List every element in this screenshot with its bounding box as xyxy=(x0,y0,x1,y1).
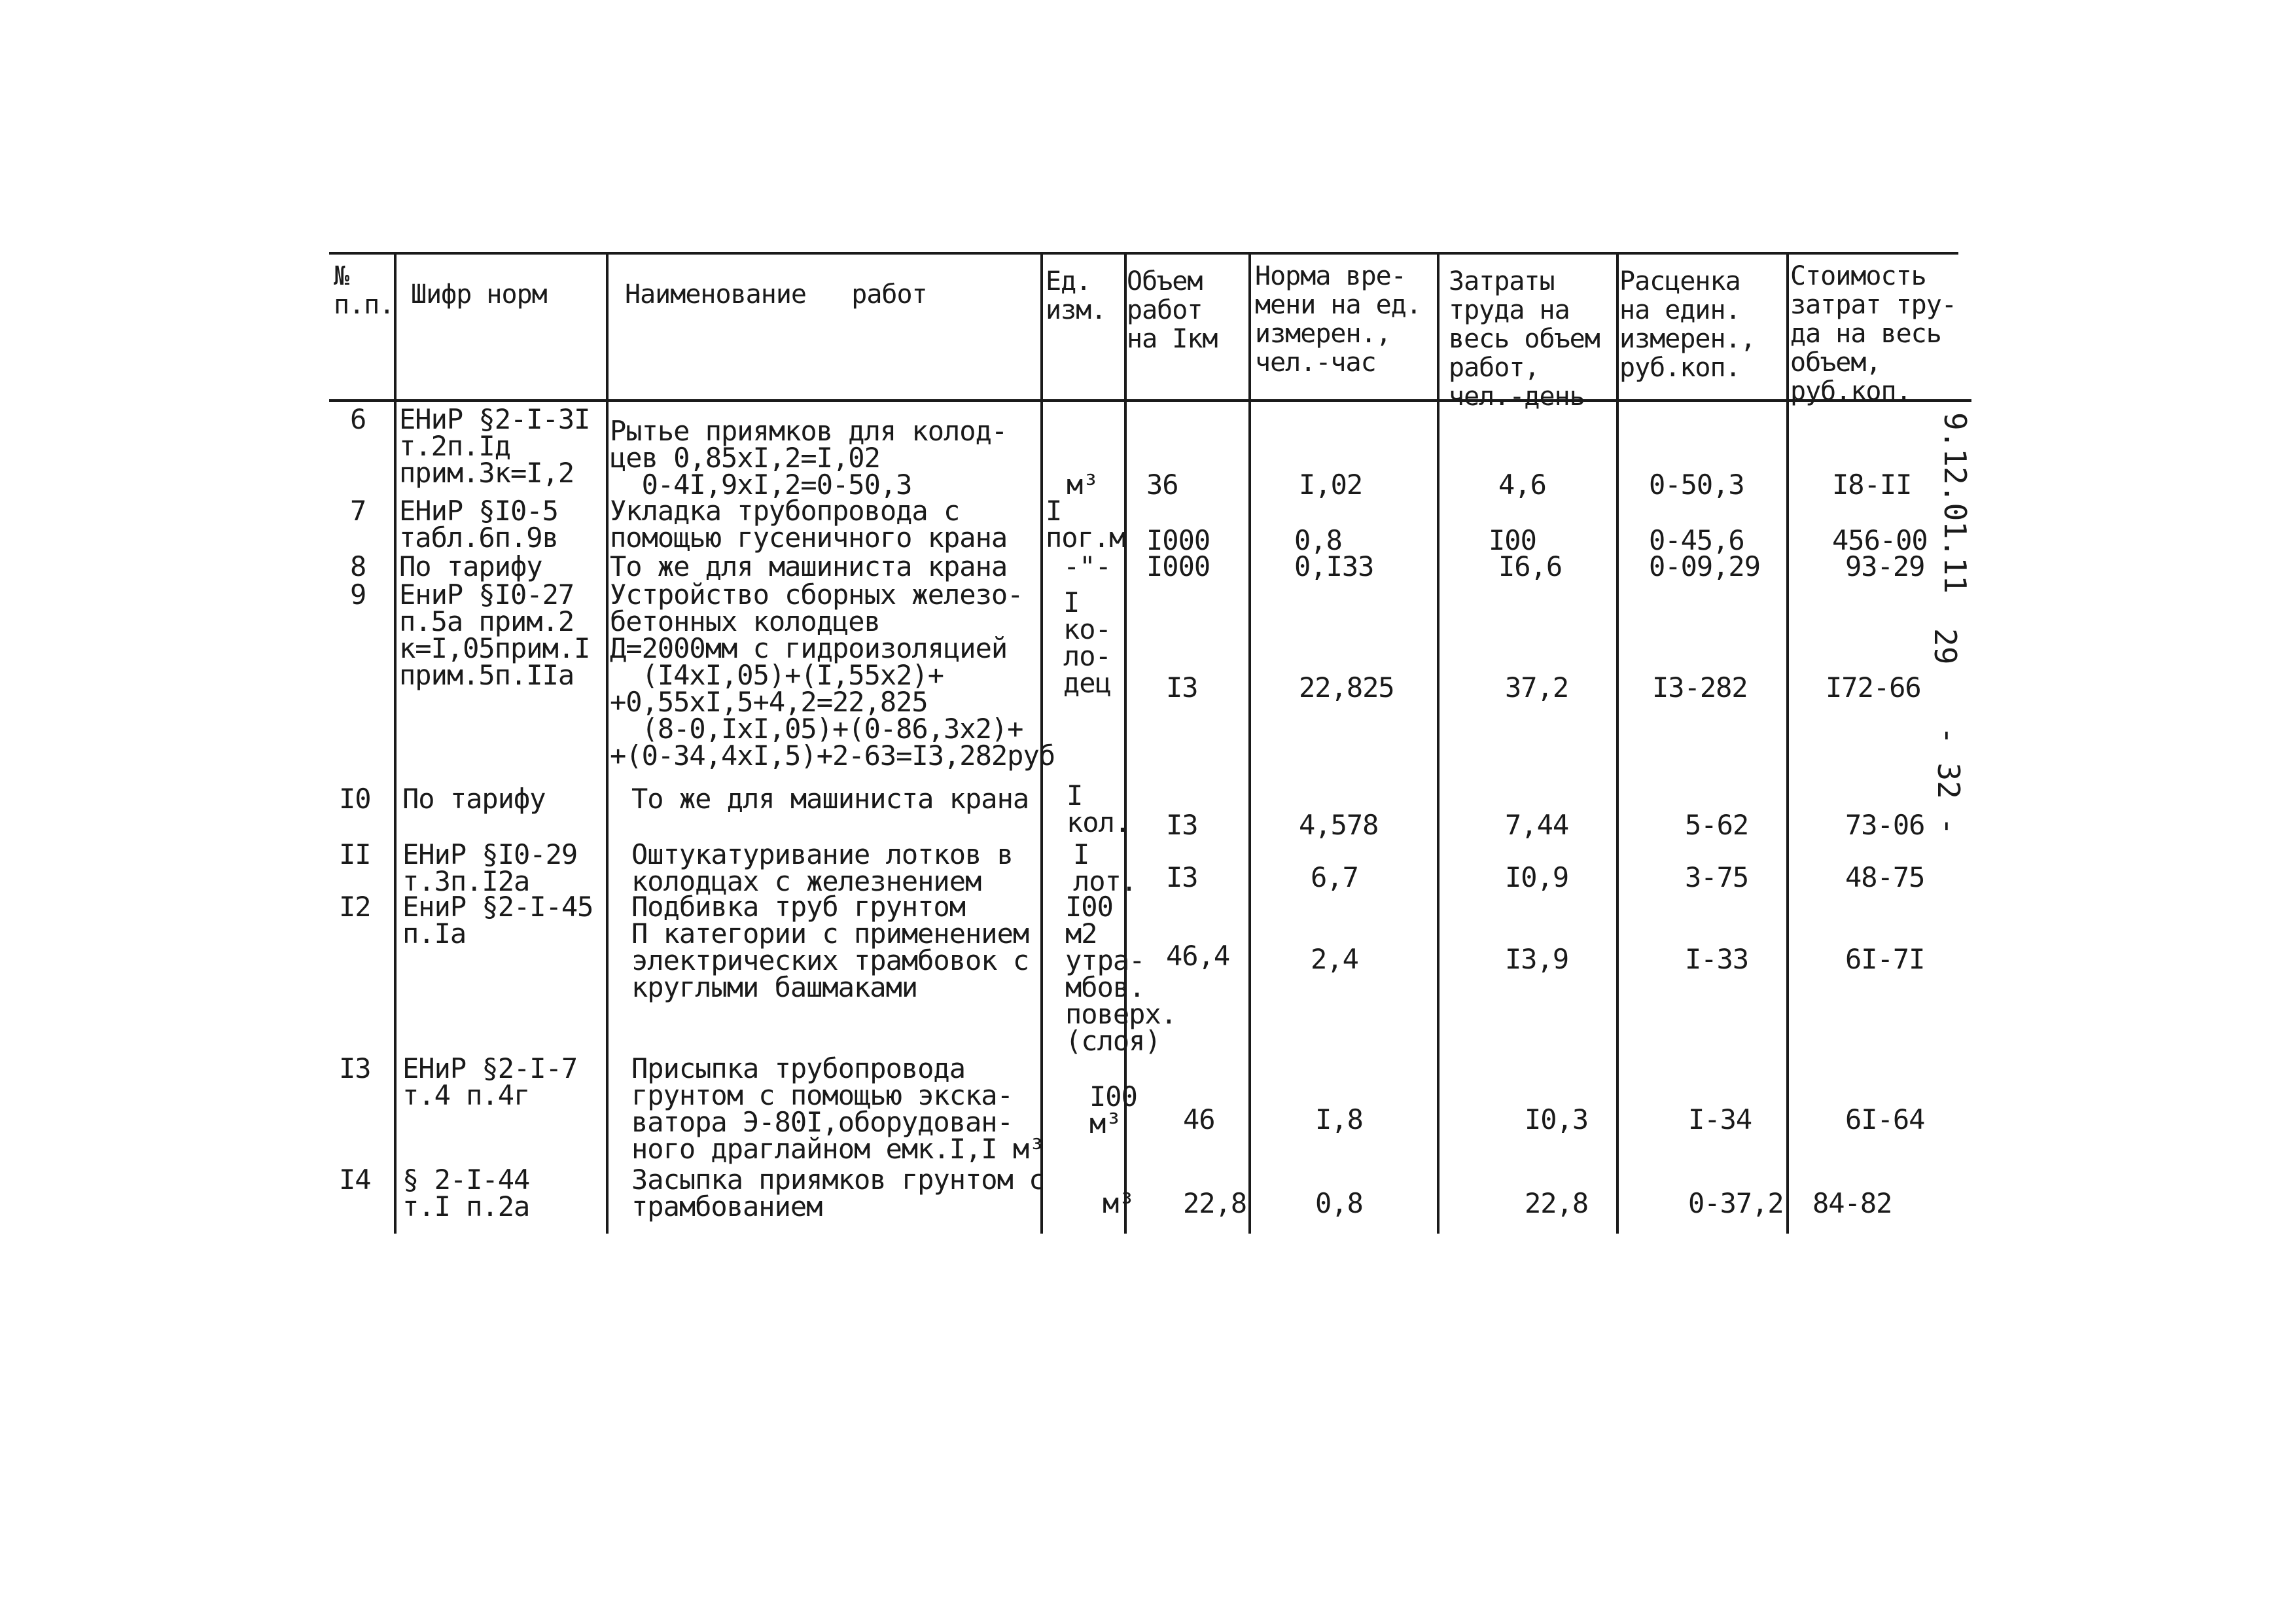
row-9-unit: I ко- ло- дец xyxy=(1063,586,1111,699)
row-7-cost: 456-00 xyxy=(1832,524,1928,556)
row-9-code: ЕниР §I0-27 п.5а прим.2 к=I,05прим.I прим.5п.IIа xyxy=(399,579,590,691)
header-bottom-rule xyxy=(329,399,1971,402)
row-10-name: То же для машиниста крана xyxy=(631,783,1029,815)
row-6-cost: I8-II xyxy=(1832,469,1912,501)
header-rate: Расценка на един. измерен., руб.коп. xyxy=(1619,266,1756,383)
row-13-name: Присыпка трубопровода грунтом с помощью экска- ватора Э-80I,оборудован- ного драглайном емк.I,I м³ xyxy=(631,1052,1045,1165)
row-8-unit: -"- xyxy=(1063,550,1111,582)
row-11-code: ЕНиР §I0-29 т.3п.I2а xyxy=(402,838,578,897)
header-norm: Норма вре- мени на ед. измерен., чел.-час xyxy=(1255,261,1421,378)
row-8-cost: 93-29 xyxy=(1845,550,1925,582)
row-11-norm: 6,7 xyxy=(1311,861,1358,893)
table-top-rule xyxy=(329,252,1958,255)
row-7-labor: I00 xyxy=(1489,524,1536,556)
row-9-volume: I3 xyxy=(1166,671,1198,704)
row-8-num: 8 xyxy=(350,550,366,582)
header-volume: Объем работ на Iкм xyxy=(1127,266,1218,354)
row-11-unit: I лот. xyxy=(1073,838,1137,897)
row-8-volume: I000 xyxy=(1146,550,1210,582)
row-13-cost: 6I-64 xyxy=(1845,1103,1925,1135)
header-cost: Стоимость затрат тру- да на весь объем, руб.коп. xyxy=(1790,261,1956,406)
row-13-volume: 46 xyxy=(1183,1103,1215,1135)
row-11-labor: I0,9 xyxy=(1505,861,1569,893)
row-14-name: Засыпка приямков грунтом с трамбованием xyxy=(631,1164,1045,1222)
row-6-volume: 36 xyxy=(1146,469,1178,501)
row-13-labor: I0,3 xyxy=(1525,1103,1589,1135)
row-7-unit: I пог.м xyxy=(1046,495,1125,554)
row-6-unit: м³ xyxy=(1067,469,1099,501)
header-labor: Затраты труда на весь объем работ, чел.-день xyxy=(1449,266,1600,412)
row-13-code: ЕНиР §2-I-7 т.4 п.4г xyxy=(402,1052,578,1111)
row-6-norm: I,02 xyxy=(1299,469,1363,501)
row-6-name: Рытье приямков для колод- цев 0,85хI,2=I,02 0-4I,9хI,2=0-50,3 xyxy=(610,415,1008,501)
row-6-code: ЕНиР §2-I-3I т.2п.Iд прим.3к=I,2 xyxy=(399,403,590,489)
row-11-cost: 48-75 xyxy=(1845,861,1925,893)
header-code: Шифр норм xyxy=(411,279,547,310)
row-12-code: ЕниР §2-I-45 п.Iа xyxy=(402,891,593,950)
row-6-labor: 4,6 xyxy=(1498,469,1546,501)
row-9-name: Устройство сборных железо- бетонных колодцев Д=2000мм с гидроизоляцией (I4хI,05)+(I,55х2)+ +0,55хI,5+4,2=22,825 (8-0,IхI,05)+(0-86,3х2)+ +(0-34,4хI,5)+2-63=I3,282руб xyxy=(610,579,1055,772)
row-13-norm: I,8 xyxy=(1315,1103,1363,1135)
header-name: Наименование работ xyxy=(625,279,927,310)
row-12-labor: I3,9 xyxy=(1505,943,1569,975)
row-8-code: По тарифу xyxy=(399,550,542,582)
header-num: № п.п. xyxy=(334,261,395,320)
row-12-volume: 46,4 xyxy=(1166,940,1230,972)
row-14-num: I4 xyxy=(339,1164,371,1196)
row-14-code: § 2-I-44 т.I п.2а xyxy=(402,1164,530,1222)
row-13-num: I3 xyxy=(339,1052,371,1084)
row-8-name: То же для машиниста крана xyxy=(610,550,1008,582)
row-8-norm: 0,I33 xyxy=(1294,550,1374,582)
row-11-volume: I3 xyxy=(1166,861,1198,893)
column-rule-1 xyxy=(394,253,397,1234)
row-14-rate: 0-37,2 xyxy=(1688,1187,1784,1219)
margin-page-number: - 32 - xyxy=(1931,726,1966,836)
row-11-num: II xyxy=(339,838,371,870)
row-10-code: По тарифу xyxy=(402,783,546,815)
row-12-unit: I00 м2 утра- мбов. поверх. (слоя) xyxy=(1065,891,1177,1057)
column-rule-5 xyxy=(1248,253,1251,1234)
row-14-volume: 22,8 xyxy=(1183,1187,1247,1219)
row-12-cost: 6I-7I xyxy=(1845,943,1925,975)
row-9-num: 9 xyxy=(350,579,366,611)
column-rule-7 xyxy=(1616,253,1619,1234)
header-unit: Ед. изм. xyxy=(1046,266,1106,325)
row-12-num: I2 xyxy=(339,891,371,923)
row-7-num: 7 xyxy=(350,495,366,527)
row-7-code: ЕНиР §I0-5 табл.6п.9в xyxy=(399,495,558,554)
row-11-rate: 3-75 xyxy=(1685,861,1749,893)
row-7-name: Укладка трубопровода с помощью гусеничного крана xyxy=(610,495,1008,554)
row-10-rate: 5-62 xyxy=(1685,809,1749,841)
row-9-norm: 22,825 xyxy=(1299,671,1394,704)
row-10-labor: 7,44 xyxy=(1505,809,1569,841)
row-10-volume: I3 xyxy=(1166,809,1198,841)
row-14-cost: 84-82 xyxy=(1812,1187,1892,1219)
row-10-cost: 73-06 xyxy=(1845,809,1925,841)
row-10-unit: I кол. xyxy=(1067,779,1131,838)
row-13-unit: I00 м³ xyxy=(1089,1080,1137,1139)
row-7-volume: I000 xyxy=(1146,524,1210,556)
row-9-cost: I72-66 xyxy=(1826,671,1921,704)
row-6-num: 6 xyxy=(350,403,366,435)
row-12-norm: 2,4 xyxy=(1311,943,1358,975)
row-14-norm: 0,8 xyxy=(1315,1187,1363,1219)
margin-stamp: 9.12.01.11 xyxy=(1937,412,1973,594)
row-13-rate: I-34 xyxy=(1688,1103,1752,1135)
column-rule-2 xyxy=(606,253,609,1234)
row-10-norm: 4,578 xyxy=(1299,809,1379,841)
column-rule-8 xyxy=(1786,253,1789,1234)
row-9-labor: 37,2 xyxy=(1505,671,1569,704)
row-14-unit: м³ xyxy=(1103,1187,1135,1219)
margin-page-ref: 29 xyxy=(1928,628,1963,665)
row-11-name: Оштукатуривание лотков в колодцах с железнением xyxy=(631,838,1013,897)
row-8-rate: 0-09,29 xyxy=(1649,550,1761,582)
row-8-labor: I6,6 xyxy=(1498,550,1563,582)
row-7-norm: 0,8 xyxy=(1294,524,1342,556)
row-10-num: I0 xyxy=(339,783,371,815)
column-rule-6 xyxy=(1437,253,1439,1234)
row-7-rate: 0-45,6 xyxy=(1649,524,1744,556)
row-6-rate: 0-50,3 xyxy=(1649,469,1744,501)
row-12-name: Подбивка труб грунтом П категории с применением электрических трамбовок с круглыми башмаками xyxy=(631,891,1029,1003)
row-12-rate: I-33 xyxy=(1685,943,1749,975)
row-9-rate: I3-282 xyxy=(1652,671,1748,704)
row-14-labor: 22,8 xyxy=(1525,1187,1589,1219)
